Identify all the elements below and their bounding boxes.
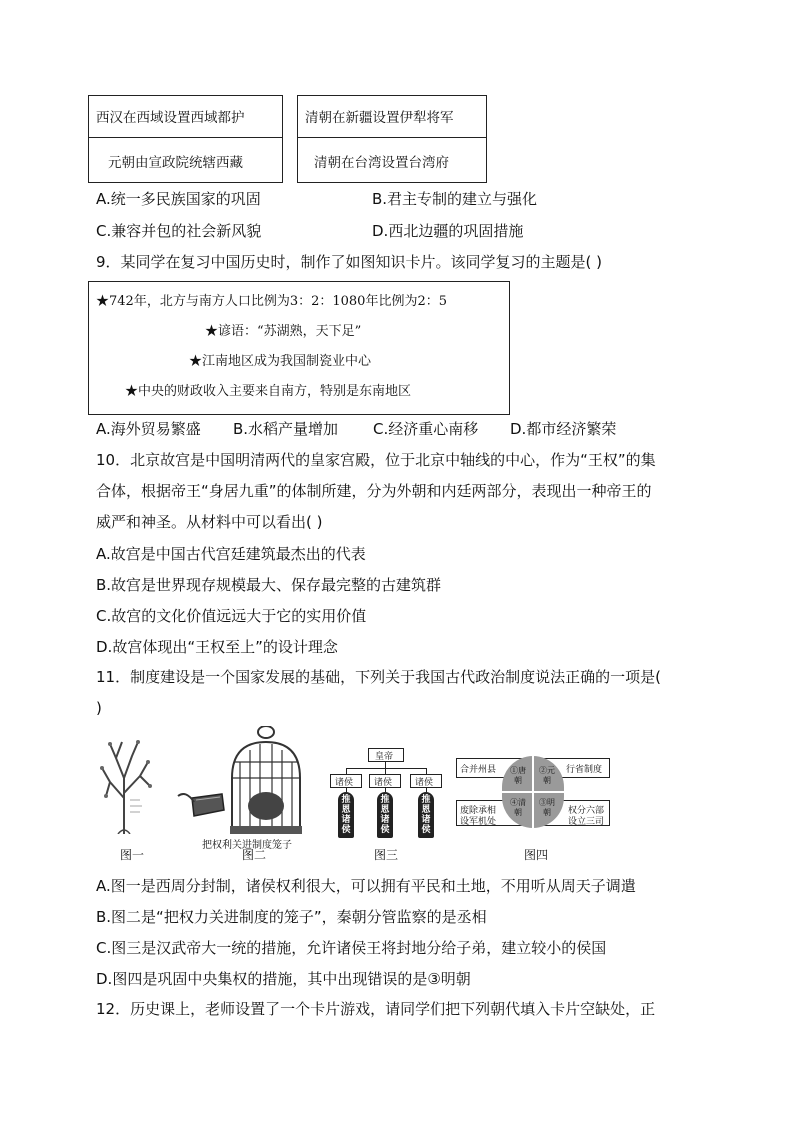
fig3-diagram xyxy=(328,748,446,840)
q11-option-a[interactable]: A.图一是西周分封制，诸侯权利很大，可以拥有平民和土地，不用听从周天子调遣 xyxy=(96,877,636,895)
fig3-sub-3: 推恩诸侯 xyxy=(421,795,431,835)
q9-option-b[interactable]: B.水稻产量增加 xyxy=(233,420,339,438)
q8-card-3: 元朝由宣政院统辖西藏 xyxy=(108,155,243,171)
q9-option-c[interactable]: C.经济重心南移 xyxy=(373,420,479,438)
q9-stem: 9．某同学在复习中国历史时，制作了如图知识卡片。该同学复习的主题是( ) xyxy=(96,253,603,271)
fig4-q3: ④清朝 xyxy=(510,798,526,817)
q11-option-b[interactable]: B.图二是“把权力关进制度的笼子”，秦朝分管监察的是丞相 xyxy=(96,908,487,926)
fig2-cage-illustration xyxy=(174,726,302,838)
fig3-lord-1: 诸侯 xyxy=(335,778,354,788)
fig4-bottom-right-1: 权分六部 xyxy=(568,806,605,816)
q10-line-2: 合体，根据帝王“身居九重”的体制所建，分为外朝和内廷两部分，表现出一种帝王的 xyxy=(96,482,652,500)
q11-option-d[interactable]: D.图四是巩固中央集权的措施，其中出现错误的是③明朝 xyxy=(96,970,471,988)
q9-card-line-1: ★742年，北方与南方人口比例为3：2：1080年比例为2：5 xyxy=(96,294,447,309)
q8-card-2: 清朝在新疆设置伊犁将军 xyxy=(305,110,454,126)
fig4-top-right: 行省制度 xyxy=(566,765,603,775)
q9-option-a[interactable]: A.海外贸易繁盛 xyxy=(96,420,201,438)
fig4-label: 图四 xyxy=(524,848,549,862)
fig3-label: 图三 xyxy=(374,848,399,862)
q9-option-d[interactable]: D.都市经济繁荣 xyxy=(510,420,617,438)
q10-line-1: 10．北京故宫是中国明清两代的皇家宫殿，位于北京中轴线的中心，作为“王权”的集 xyxy=(96,451,656,469)
q9-card-line-2: ★谚语：“苏湖熟，天下足” xyxy=(205,324,362,339)
q10-option-a[interactable]: A.故宫是中国古代宫廷建筑最杰出的代表 xyxy=(96,545,366,563)
q8-card-right-divider xyxy=(297,137,487,138)
q10-option-c[interactable]: C.故宫的文化价值远远大于它的实用价值 xyxy=(96,607,367,625)
q11-option-c[interactable]: C.图三是汉武帝大一统的措施，允许诸侯王将封地分给子弟，建立较小的侯国 xyxy=(96,939,607,957)
fig4-bottom-right-2: 设立三司 xyxy=(568,817,605,827)
q12-line-1: 12．历史课上，老师设置了一个卡片游戏，请同学们把下列朝代填入卡片空缺处，正 xyxy=(96,1000,656,1018)
fig3-sub-1: 推恩诸侯 xyxy=(341,795,351,835)
q8-card-left-divider xyxy=(88,137,283,138)
fig3-sub-2: 推恩诸侯 xyxy=(380,795,390,835)
fig4-top-left: 合并州县 xyxy=(460,765,497,775)
fig4-bottom-left-1: 废除承相 xyxy=(460,806,497,816)
fig4-diagram xyxy=(456,756,610,828)
fig4-q2: ②元朝 xyxy=(539,766,555,785)
q8-option-b[interactable]: B.君主专制的建立与强化 xyxy=(372,190,538,208)
fig1-label: 图一 xyxy=(120,848,145,862)
q9-card-line-3: ★江南地区成为我国制瓷业中心 xyxy=(189,354,372,369)
fig3-lord-3: 诸侯 xyxy=(415,778,434,788)
fig4-q1: ①唐朝 xyxy=(510,766,526,785)
q10-option-d[interactable]: D.故宫体现出“王权至上”的设计理念 xyxy=(96,638,338,656)
fig4-bottom-left-2: 设军机处 xyxy=(460,817,497,827)
fig4-q4: ③明朝 xyxy=(539,798,555,817)
q8-card-1: 西汉在西域设置西域都护 xyxy=(96,110,245,126)
q11-line-2: ) xyxy=(96,699,102,717)
fig1-tree-illustration xyxy=(96,738,156,834)
q10-option-b[interactable]: B.故宫是世界现存规模最大、保存最完整的古建筑群 xyxy=(96,576,442,594)
q8-option-c[interactable]: C.兼容并包的社会新风貌 xyxy=(96,222,262,240)
fig2-caption: 把权利关进制度笼子 xyxy=(202,840,292,851)
fig3-emperor: 皇帝 xyxy=(375,752,394,762)
q8-option-a[interactable]: A.统一多民族国家的巩固 xyxy=(96,190,261,208)
fig2-label: 图二 xyxy=(242,848,267,862)
fig3-lord-2: 诸侯 xyxy=(374,778,393,788)
q11-line-1: 11．制度建设是一个国家发展的基础，下列关于我国古代政治制度说法正确的一项是( xyxy=(96,668,661,686)
q10-line-3: 威严和神圣。从材料中可以看出( ) xyxy=(96,513,323,531)
q8-option-d[interactable]: D.西北边疆的巩固措施 xyxy=(372,222,524,240)
q8-card-4: 清朝在台湾设置台湾府 xyxy=(314,155,449,171)
q9-card-line-4: ★中央的财政收入主要来自南方，特别是东南地区 xyxy=(125,384,412,399)
